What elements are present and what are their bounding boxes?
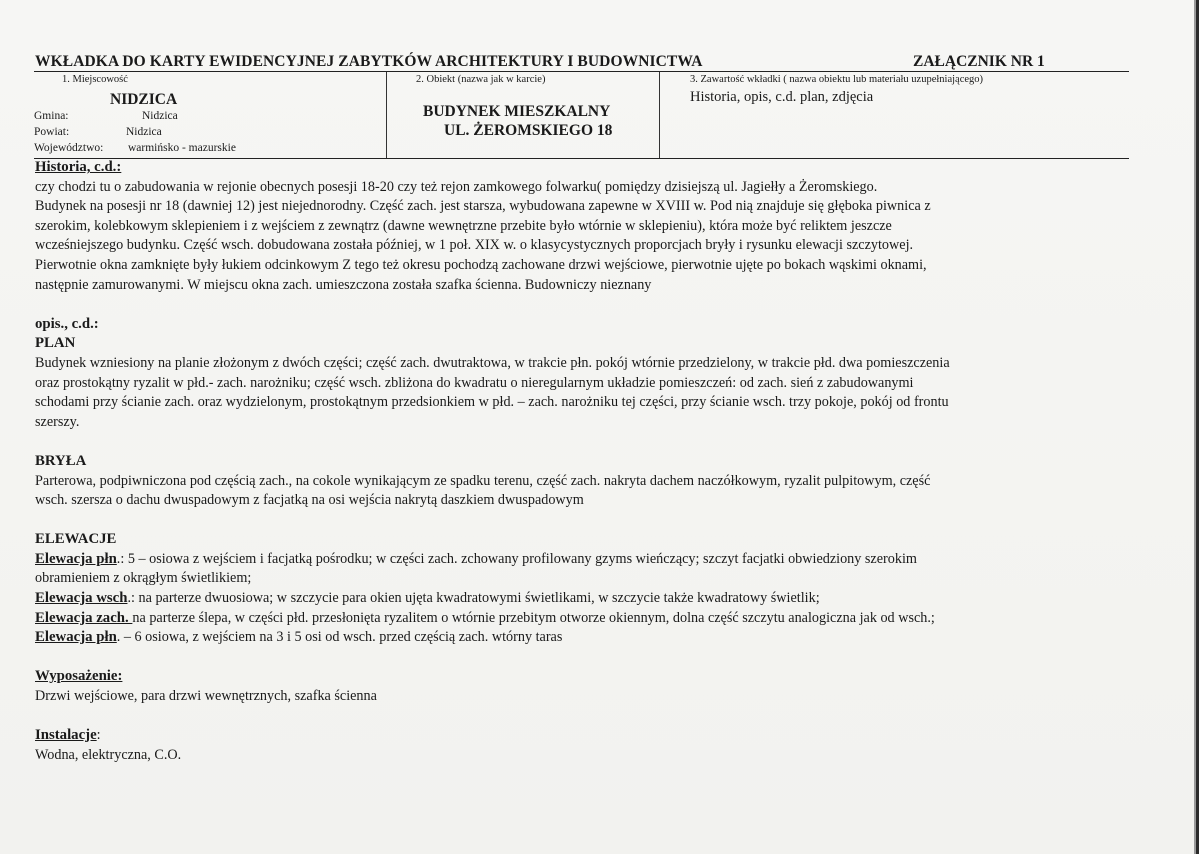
contents-label: 3. Zawartość wkładki ( nazwa obiektu lub materiału uzupełniającego) (690, 74, 984, 85)
voivodeship-label: Województwo: (34, 142, 104, 154)
instalacje-colon: : (96, 727, 101, 744)
instalacje-heading-line (35, 726, 1130, 746)
gmina-value: Nidzica (142, 110, 178, 122)
gmina-label: Gmina: (34, 110, 69, 122)
table-divider-2 (659, 72, 660, 158)
document-body (35, 158, 1130, 765)
elewacja-label: Elewacja wsch (35, 590, 128, 607)
elewacja-label: Elewacja płn (35, 550, 117, 567)
locality-label: 1. Miejscowość (62, 74, 128, 85)
elewacja-entry (35, 628, 1130, 648)
annex-label: ZAŁĄCZNIK NR 1 (913, 53, 1045, 70)
instalacje-text: Wodna, elektryczna, C.O. (35, 746, 182, 763)
wyposazenie-text: Drzwi wejściowe, para drzwi wewnętrznych, szafka ścienna (35, 688, 377, 705)
powiat-value: Nidzica (126, 126, 162, 138)
elewacja-entry (35, 569, 1130, 589)
object-name-line1: BUDYNEK MIESZKALNY (423, 103, 611, 120)
historia-line: następnie zamurowanymi. W miejscu okna zach. umieszczona została szafka ścienna. Budowniczy nieznany (35, 276, 652, 293)
elewacja-entry (35, 550, 1130, 570)
contents-value: Historia, opis, c.d. plan, zdjęcia (690, 89, 874, 105)
plan-line: szerszy. (35, 413, 80, 430)
wyposazenie-heading: Wyposażenie: (35, 668, 123, 685)
object-label: 2. Obiekt (nazwa jak w karcie) (416, 74, 546, 85)
instalacje-heading: Instalacje (35, 727, 97, 744)
table-divider-1 (386, 72, 387, 158)
voivodeship-value: warmińsko - mazurskie (128, 142, 236, 154)
elewacja-text: . – 6 osiowa, z wejściem na 3 i 5 osi od wsch. przed częścią zach. wtórny taras (116, 629, 563, 646)
historia-heading: Historia, c.d.: (35, 159, 122, 175)
document-title: WKŁADKA DO KARTY EWIDENCYJNEJ ZABYTKÓW ARCHITEKTURY I BUDOWNICTWA (35, 53, 703, 70)
historia-line: Budynek na posesji nr 18 (dawniej 12) jest niejednorodny. Część zach. jest starsza, wybudowana zapewne w XVIII w. Pod nią znajduje się głęboka piwnica z (35, 198, 931, 215)
historia-line: wcześniejszego budynku. Część wsch. dobudowana została później, w 1 poł. XIX w. o klasycystycznych proporcjach bryły i rysunku elewacji szczytowej. (35, 237, 914, 254)
bryla-line: Parterowa, podpiwniczona pod częścią zach., na cokole wynikającym ze spadku terenu, część zach. nakryta dachem naczółkowym, ryzalit pulpitowym, część (35, 472, 931, 489)
historia-line: szerokim, kolebkowym sklepieniem i z wejściem z zewnątrz (dawne wewnętrzne przebite było wtórnie w sklepieniu), która może być reliktem jeszcze (35, 217, 892, 234)
powiat-label: Powiat: (34, 126, 70, 138)
elewacja-entry (35, 609, 1130, 629)
elewacje-heading: ELEWACJE (35, 531, 117, 548)
historia-line: czy chodzi tu o zabudowania w rejonie obecnych posesji 18-20 czy też rejon zamkowego folwarku( pomiędzy dzisiejszą ul. Jagiełły a Żeromskiego. (35, 178, 878, 195)
bryla-line: wsch. szersza o dachu dwuspadowym z facjatką na osi wejścia nakrytą daszkiem dwuspadowym (35, 492, 584, 509)
object-name-line2: UL. ŻEROMSKIEGO 18 (444, 122, 613, 139)
elewacja-text: obramieniem z okrągłym świetlikiem; (35, 570, 252, 587)
info-table (34, 71, 1129, 159)
elewacja-label: Elewacja zach. (35, 609, 133, 626)
opis-heading: opis., c.d.: (35, 315, 99, 332)
bryla-heading: BRYŁA (35, 452, 87, 469)
elewacja-text: na parterze ślepa, w części płd. przesłonięta ryzalitem o wtórnie przebitym otworze okiennym, dolna część szczytu analogiczna jak od wsch.; (132, 609, 935, 626)
plan-line: Budynek wzniesiony na planie złożonym z dwóch części; część zach. dwutraktowa, w trakcie płn. pokój wtórnie przedzielony, w trakcie płd. dwa pomieszczenia (35, 354, 950, 371)
locality-value: NIDZICA (110, 91, 178, 108)
plan-line: schodami przy ścianie zach. oraz wydzielonym, prostokątnym przedsionkiem w płd. – zach. narożniku tej części, przy ścianie wsch. trzy pokoje, pokój od frontu (35, 394, 949, 411)
elewacja-entry (35, 589, 1130, 609)
elewacja-text: .: na parterze dwuosiowa; w szczycie para okien ujęta kwadratowymi świetlikami, w szczycie także kwadratowy świetlik; (127, 590, 820, 607)
historia-line: Pierwotnie okna zamknięte były łukiem odcinkowym Z tego też okresu pochodzą zachowane drzwi wejściowe, pierwotnie ujęte po bokach wąskimi oknami, (35, 256, 927, 273)
elewacja-text: .: 5 – osiowa z wejściem i facjatką pośrodku; w części zach. zchowany profilowany gzyms wieńczący; szczyt facjatki obwiedziony szerokim (116, 550, 917, 567)
elewacja-label: Elewacja płn (35, 629, 117, 646)
plan-heading: PLAN (35, 335, 76, 352)
plan-line: oraz prostokątny ryzalit w płd.- zach. narożniku; część wsch. zbliżona do kwadratu o nieregularnym układzie pomieszczeń: od zach. sień z zabudowanymi (35, 374, 914, 391)
